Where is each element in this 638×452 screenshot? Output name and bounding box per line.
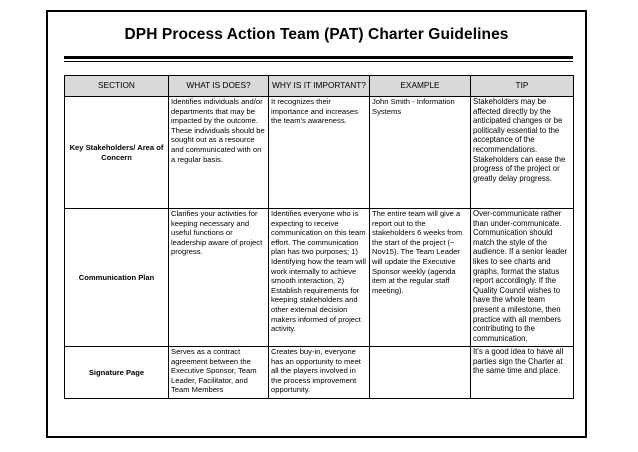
- cell-example: John Smith - Information Systems: [370, 97, 471, 209]
- cell-why: Identifies everyone who is expecting to receive communication on this team effort. The communication plan has two purposes; 1) Identifying how the team will work internally to achieve smooth interaction, 2) Establish requirements for keeping stakeholders and other external decision makers informed of project activity.: [269, 209, 370, 347]
- title-divider-thin: [64, 61, 573, 62]
- table-row: [65, 97, 574, 209]
- header-row: [65, 76, 574, 97]
- header-what: WHAT IS DOES?: [169, 76, 269, 97]
- cell-section: Key Stakeholders/ Area of Concern: [65, 97, 169, 209]
- header-section: SECTION: [65, 76, 169, 97]
- cell-tip: Over-communicate rather than under-communicate. Communication should match the style of the audience. If a senior leader likes to see charts and graphs, format the status report accordingly. If the Quality Council wishes to have the whole team present a milestone, then practice with all members contributing to the communication.: [471, 209, 574, 347]
- title-divider-thick: [64, 56, 573, 59]
- page-title: DPH Process Action Team (PAT) Charter Guidelines: [124, 26, 509, 43]
- header-why: WHY IS IT IMPORTANT?: [269, 76, 370, 97]
- cell-section: Signature Page: [65, 347, 169, 399]
- guidelines-table: [64, 75, 574, 399]
- header-tip: TIP: [471, 76, 574, 97]
- table-row: [65, 347, 574, 399]
- cell-what: Serves as a contract agreement between the Executive Sponsor, Team Leader, Facilitator, and Team Members: [169, 347, 269, 399]
- header-example: EXAMPLE: [370, 76, 471, 97]
- cell-example: The entire team will give a report out to the stakeholders 6 weeks from the start of the project (~ Nov15). The Team Leader will update the Executive Sponsor weekly (agenda item at the regular staff meeting).: [370, 209, 471, 347]
- cell-example: [370, 347, 471, 399]
- cell-what: Identifies individuals and/or departments that may be impacted by the outcome. These individuals should be sought out as a resource and communicated with on a regular basis.: [169, 97, 269, 209]
- cell-why: Creates buy-in, everyone has an opportunity to meet all the players involved in the process improvement opportunity.: [269, 347, 370, 399]
- cell-section: Communication Plan: [65, 209, 169, 347]
- cell-what: Clarifies your activities for keeping necessary and useful functions or leadership aware of project progress.: [169, 209, 269, 347]
- cell-tip: It's a good idea to have all parties sign the Charter at the same time and place.: [471, 347, 574, 399]
- cell-why: It recognizes their importance and increases the team's awareness.: [269, 97, 370, 209]
- cell-tip: Stakeholders may be affected directly by the anticipated changes or be politically essential to the acceptance of the recommendations. Stakeholders can ease the progress of the project or greatly delay progress.: [471, 97, 574, 209]
- table-row: [65, 209, 574, 347]
